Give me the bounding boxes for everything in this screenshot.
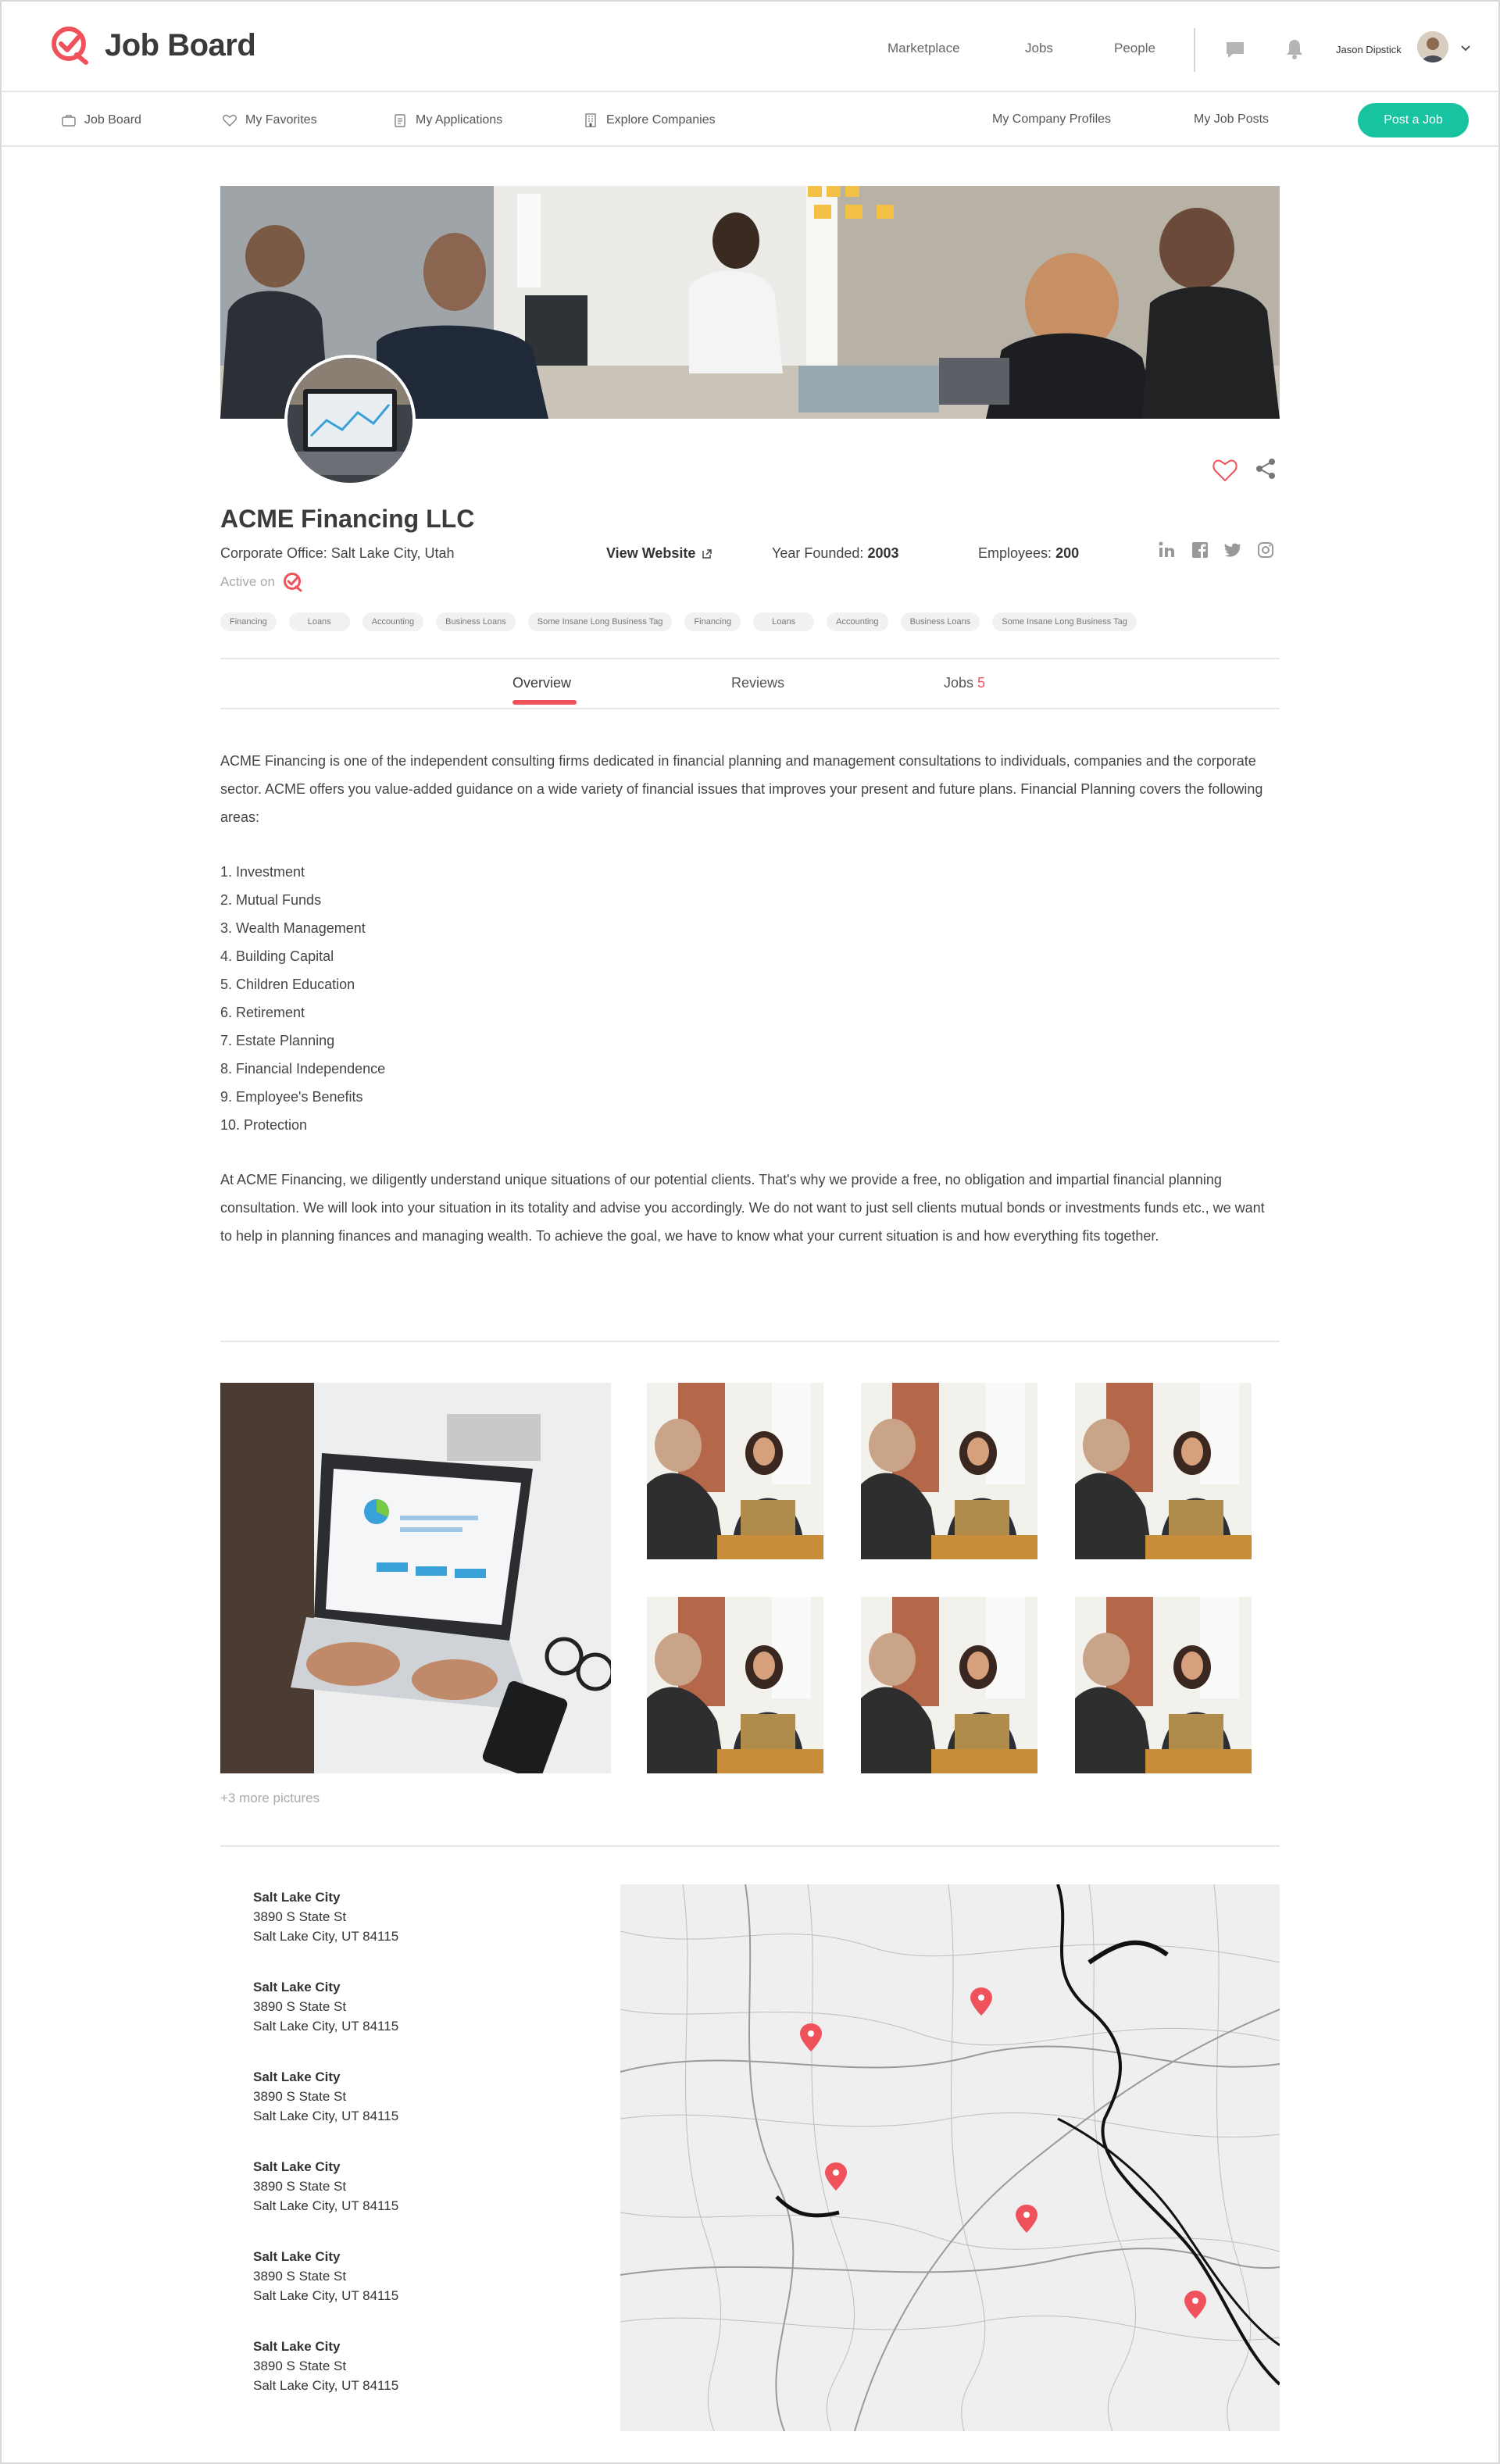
brand-logo[interactable] xyxy=(50,25,255,66)
tag[interactable]: Loans xyxy=(753,612,814,631)
nav-jobs[interactable]: Jobs xyxy=(1025,41,1053,55)
list-item: 5. Children Education xyxy=(220,977,355,992)
list-item: 1. Investment xyxy=(220,864,305,880)
more-pictures-link[interactable]: +3 more pictures xyxy=(220,1791,320,1805)
clipboard-icon xyxy=(392,112,408,128)
overview-intro: ACME Financing is one of the independent consulting firms dedicated in financial planning and management consultations to individuals, companies and the corporate sector. ACME offers you value-added guidance on a wide variety of financial issues that improves your present and future plans. Financial Planning covers the following areas: xyxy=(220,753,1263,825)
location-street: 3890 S State St xyxy=(253,2359,347,2373)
year-founded-label: Year Founded: xyxy=(772,545,864,561)
tag[interactable]: Business Loans xyxy=(901,612,980,631)
location-city: Salt Lake City xyxy=(253,1980,341,1994)
favorite-heart-icon[interactable] xyxy=(1211,456,1239,484)
gallery-main-photo[interactable] xyxy=(220,1383,611,1773)
financial-areas-list xyxy=(220,858,1267,1139)
location-city: Salt Lake City xyxy=(253,2159,341,2174)
tag[interactable]: Some Insane Long Business Tag xyxy=(992,612,1137,631)
gallery-thumbnail[interactable] xyxy=(1075,1383,1252,1559)
location-item xyxy=(253,2337,398,2395)
location-city: Salt Lake City xyxy=(253,1890,341,1905)
employees-value: 200 xyxy=(1055,545,1080,561)
overview-closing: At ACME Financing, we diligently understand unique situations of our potential clients. That's why we provide a free, no obligation and impartial financial planning consultation. We will look into your situation in its totality and advise you accordingly. We do not want to just sell clients mutual bonds or investments funds etc., we want to help in planning finances and managing wealth. To achieve the goal, we have to know what your current situation is and how everything fits together. xyxy=(220,1172,1265,1244)
active-tab-indicator xyxy=(512,700,577,705)
list-item: 6. Retirement xyxy=(220,1005,305,1020)
tag[interactable]: Loans xyxy=(289,612,350,631)
subnav-job-board[interactable] xyxy=(61,112,141,128)
location-street: 3890 S State St xyxy=(253,2179,347,2194)
subnav-my-favorites-label: My Favorites xyxy=(245,113,317,127)
briefcase-icon xyxy=(61,112,77,128)
list-item: 8. Financial Independence xyxy=(220,1061,386,1077)
meeting-thumbnail-icon xyxy=(1075,1383,1252,1559)
location-region: Salt Lake City, UT 84115 xyxy=(253,1929,399,1944)
location-region: Salt Lake City, UT 84115 xyxy=(253,2198,399,2213)
share-icon[interactable] xyxy=(1253,456,1278,481)
location-item xyxy=(253,2157,398,2216)
section-divider xyxy=(220,1341,1280,1342)
subnav-job-board-label: Job Board xyxy=(84,113,141,127)
tag[interactable]: Accounting xyxy=(362,612,423,631)
view-website-label: View Website xyxy=(606,545,696,561)
location-street: 3890 S State St xyxy=(253,2089,347,2104)
tabs-bottom-divider xyxy=(220,708,1280,709)
logo-check-icon xyxy=(50,25,91,66)
location-region: Salt Lake City, UT 84115 xyxy=(253,2019,399,2034)
tab-reviews[interactable]: Reviews xyxy=(731,675,785,691)
location-region: Salt Lake City, UT 84115 xyxy=(253,2288,399,2303)
linkedin-icon[interactable] xyxy=(1158,541,1177,559)
top-navbar xyxy=(2,2,1498,92)
employees-label: Employees: xyxy=(978,545,1052,561)
gallery-thumbnail[interactable] xyxy=(861,1383,1038,1559)
subnav-explore-companies-label: Explore Companies xyxy=(606,113,716,127)
tabs-top-divider xyxy=(220,658,1280,659)
user-portrait-icon xyxy=(1417,31,1448,62)
gallery-thumbnail[interactable] xyxy=(647,1597,823,1773)
list-item: 7. Estate Planning xyxy=(220,1033,335,1048)
brand-name: Job Board xyxy=(105,27,256,62)
year-founded xyxy=(772,545,899,562)
laptop-photo-icon xyxy=(288,358,416,486)
location-region: Salt Lake City, UT 84115 xyxy=(253,2109,399,2123)
nav-people[interactable]: People xyxy=(1114,41,1155,55)
location-city: Salt Lake City xyxy=(253,2069,341,2084)
nav-divider xyxy=(1194,28,1195,72)
subnav-my-job-posts[interactable]: My Job Posts xyxy=(1194,112,1270,126)
post-job-button[interactable]: Post a Job xyxy=(1358,103,1469,137)
tab-overview[interactable]: Overview xyxy=(512,675,572,691)
tag[interactable]: Financing xyxy=(220,612,277,631)
nav-marketplace[interactable]: Marketplace xyxy=(888,41,960,55)
user-avatar[interactable] xyxy=(1417,31,1448,62)
company-logo xyxy=(284,355,416,486)
secondary-navbar xyxy=(2,92,1498,147)
building-icon xyxy=(583,112,598,128)
gallery-thumbnail[interactable] xyxy=(647,1383,823,1559)
user-name[interactable]: Jason Dipstick xyxy=(1336,44,1402,55)
subnav-my-applications-label: My Applications xyxy=(416,113,503,127)
overview-content xyxy=(220,747,1267,1277)
location-street: 3890 S State St xyxy=(253,1999,347,2014)
street-map-icon xyxy=(620,1884,1280,2431)
laptop-typing-photo-icon xyxy=(220,1383,611,1773)
subnav-my-favorites[interactable] xyxy=(222,112,317,128)
locations-map[interactable] xyxy=(620,1884,1280,2431)
chat-icon[interactable] xyxy=(1223,37,1247,61)
gallery-thumbnail[interactable] xyxy=(1075,1597,1252,1773)
subnav-my-applications[interactable] xyxy=(392,112,502,128)
list-item: 10. Protection xyxy=(220,1117,308,1133)
tab-jobs-label: Jobs xyxy=(944,675,974,691)
heart-outline-icon xyxy=(222,112,238,128)
location-city: Salt Lake City xyxy=(253,2339,341,2354)
location-item xyxy=(253,1887,398,1946)
list-item: 3. Wealth Management xyxy=(220,920,366,936)
year-founded-value: 2003 xyxy=(867,545,899,561)
tag-list xyxy=(220,612,1137,631)
location-street: 3890 S State St xyxy=(253,1909,347,1924)
meeting-thumbnail-icon xyxy=(861,1383,1038,1559)
corporate-office: Corporate Office: Salt Lake City, Utah xyxy=(220,545,455,561)
tag[interactable]: Business Loans xyxy=(436,612,516,631)
location-item xyxy=(253,2247,398,2305)
facebook-icon[interactable] xyxy=(1191,541,1209,559)
section-divider xyxy=(220,1845,1280,1847)
twitter-icon[interactable] xyxy=(1223,541,1242,559)
list-item: 2. Mutual Funds xyxy=(220,892,322,908)
instagram-icon[interactable] xyxy=(1256,541,1275,559)
job-board-check-icon xyxy=(283,572,303,592)
company-name: ACME Financing LLC xyxy=(220,505,475,533)
meeting-thumbnail-icon xyxy=(647,1597,823,1773)
tab-jobs[interactable] xyxy=(944,675,985,691)
active-on xyxy=(220,572,303,592)
gallery-thumbnail[interactable] xyxy=(861,1597,1038,1773)
location-street: 3890 S State St xyxy=(253,2269,347,2284)
meeting-thumbnail-icon xyxy=(1075,1597,1252,1773)
list-item: 4. Building Capital xyxy=(220,948,334,964)
active-on-label: Active on xyxy=(220,574,275,589)
jobs-count-badge: 5 xyxy=(977,675,986,691)
location-region: Salt Lake City, UT 84115 xyxy=(253,2378,399,2393)
meeting-thumbnail-icon xyxy=(647,1383,823,1559)
external-link-icon xyxy=(702,548,712,559)
list-item: 9. Employee's Benefits xyxy=(220,1089,363,1105)
subnav-my-company-profiles[interactable]: My Company Profiles xyxy=(992,112,1112,126)
location-item xyxy=(253,2067,398,2126)
meeting-thumbnail-icon xyxy=(861,1597,1038,1773)
location-item xyxy=(253,1977,398,2036)
tag[interactable]: Accounting xyxy=(827,612,888,631)
location-city: Salt Lake City xyxy=(253,2249,341,2264)
employees-count xyxy=(978,545,1079,562)
tag[interactable]: Some Insane Long Business Tag xyxy=(528,612,673,631)
bell-icon[interactable] xyxy=(1283,37,1306,61)
view-website-link[interactable] xyxy=(606,545,712,562)
subnav-explore-companies[interactable] xyxy=(583,112,716,128)
chevron-down-icon[interactable] xyxy=(1459,42,1472,55)
tag[interactable]: Financing xyxy=(684,612,741,631)
